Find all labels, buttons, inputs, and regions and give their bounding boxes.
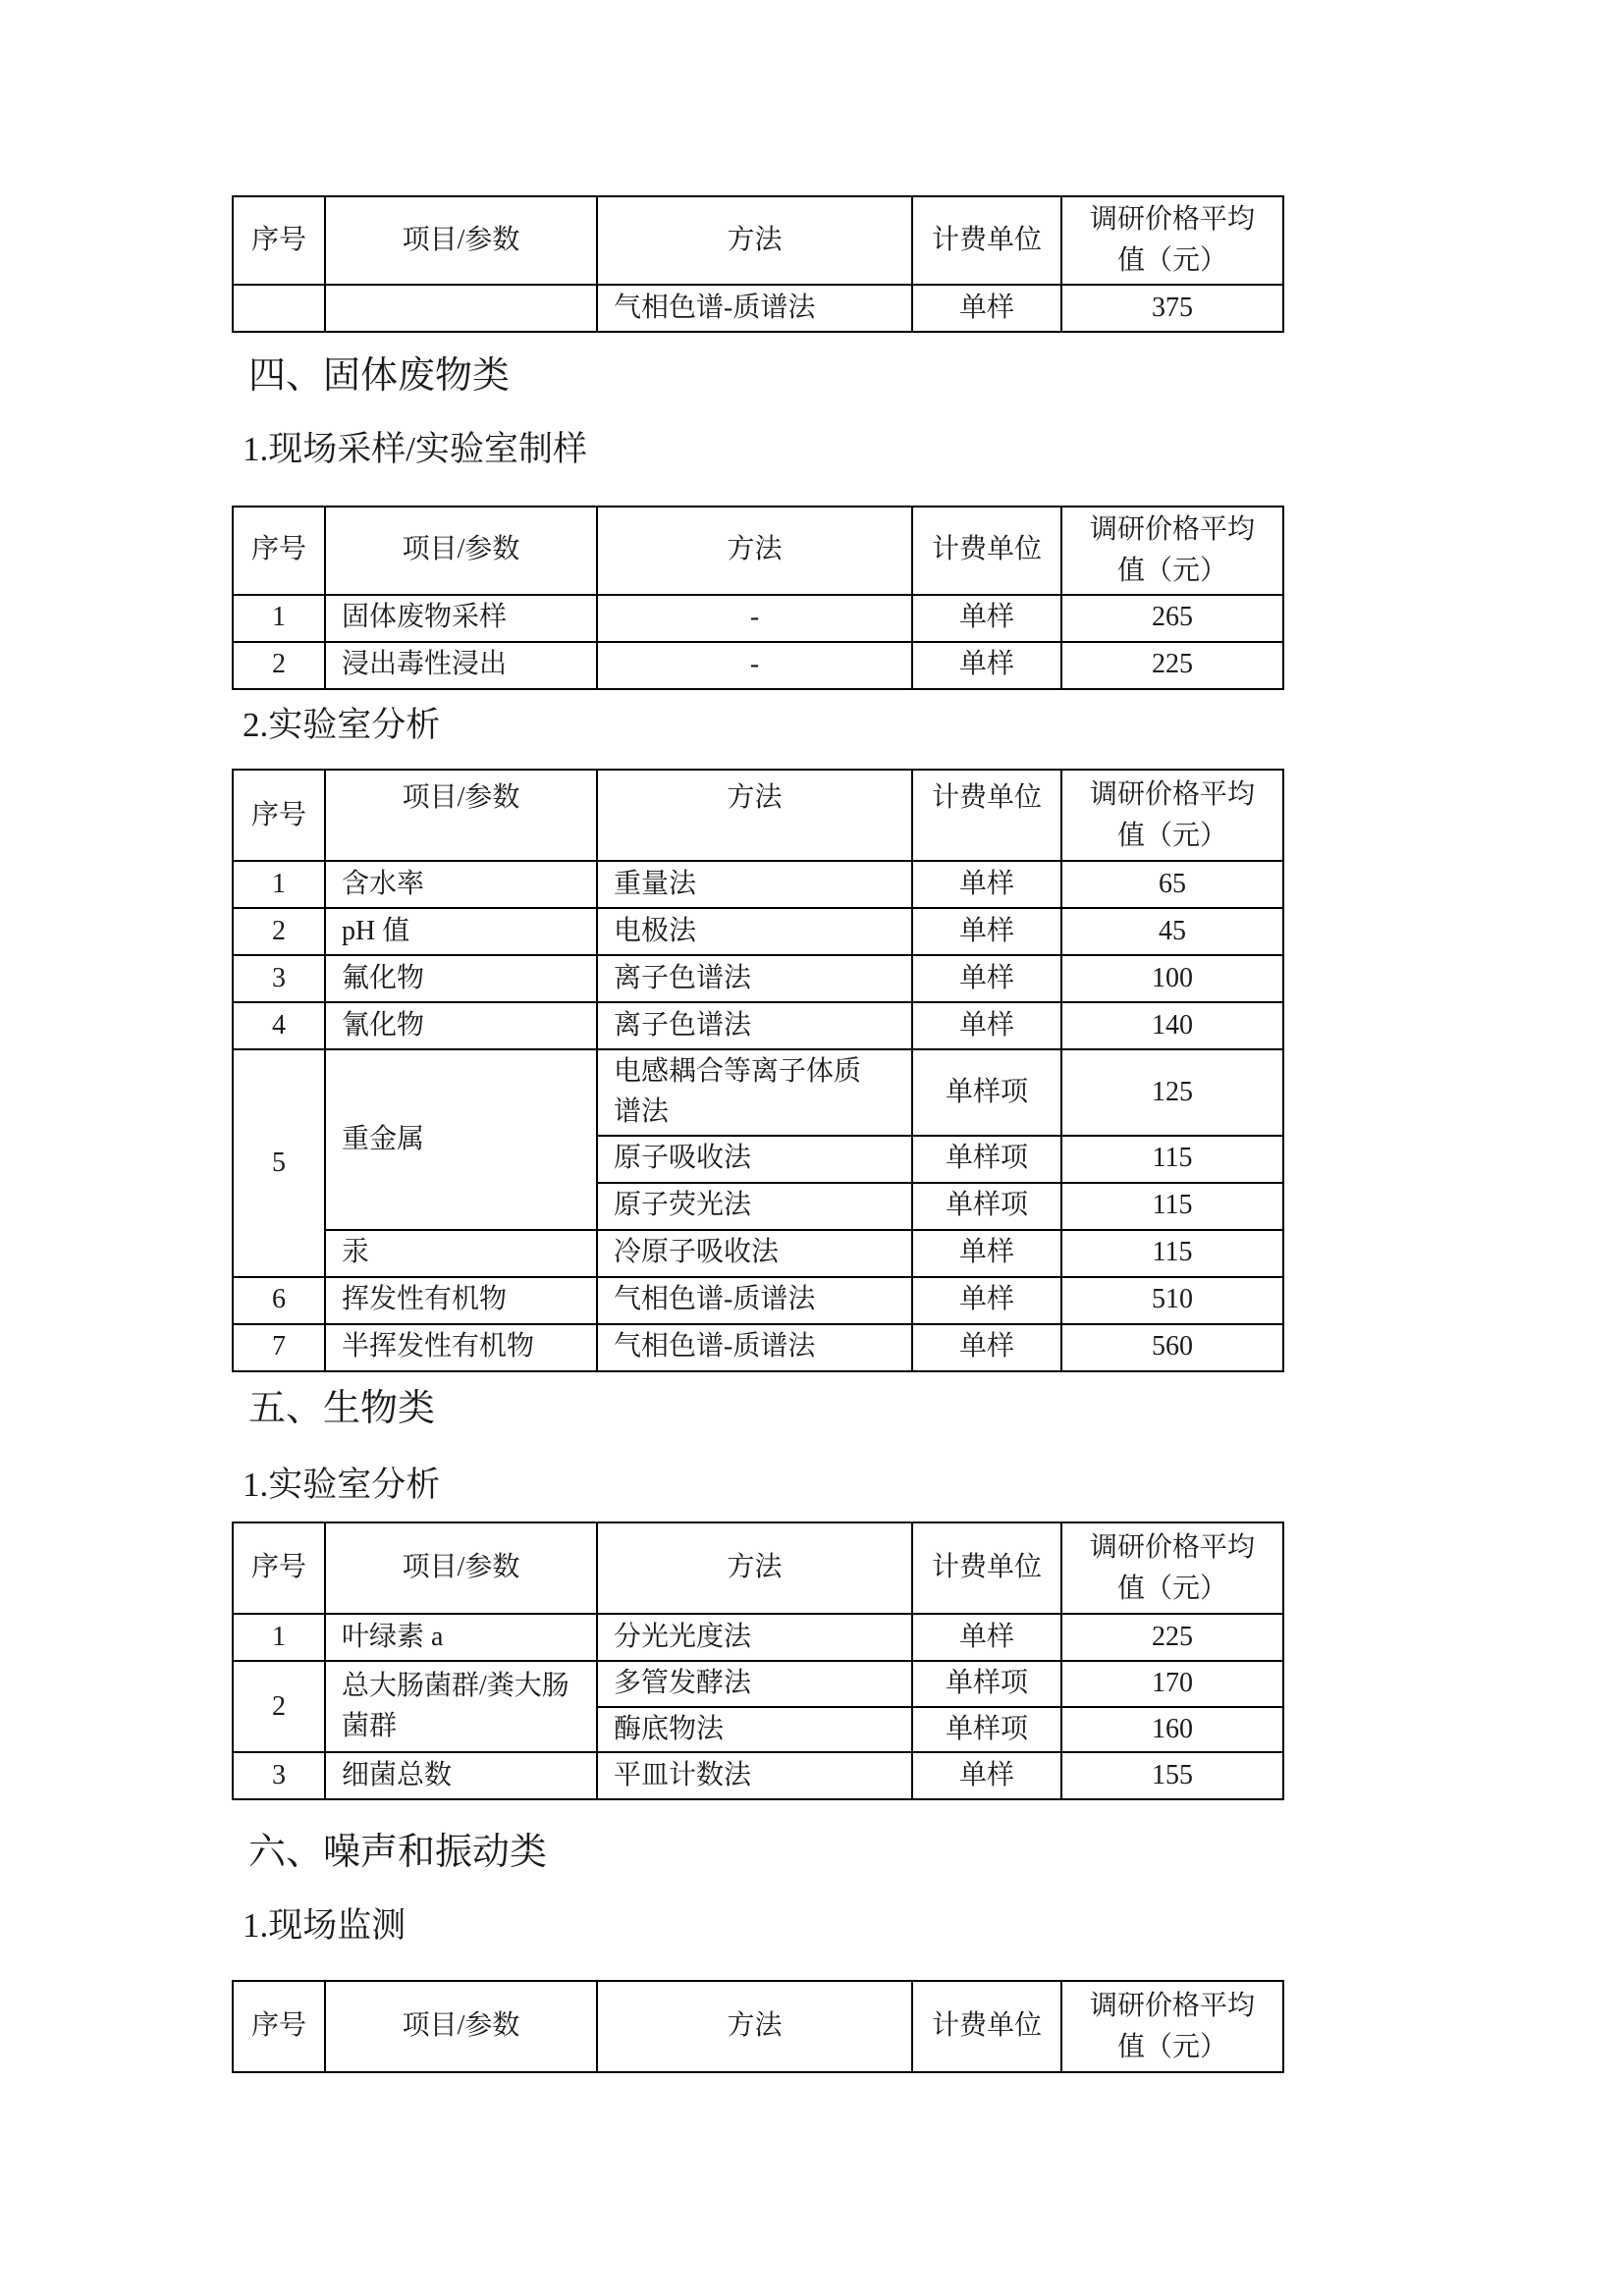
cell-unit: 单样 bbox=[912, 595, 1061, 642]
cell-method: 原子荧光法 bbox=[597, 1183, 912, 1230]
table-continuation bbox=[232, 195, 1284, 333]
cell-price: 115 bbox=[1061, 1230, 1283, 1277]
cell-unit: 单样项 bbox=[912, 1136, 1061, 1183]
param-text: 总大肠菌群/粪大肠菌群 bbox=[342, 1671, 569, 1741]
cell-method: 电极法 bbox=[597, 908, 912, 955]
header-cell-unit: 计费单位 bbox=[912, 196, 1061, 285]
cell-param: 细菌总数 bbox=[325, 1752, 597, 1799]
header-cell-method: 方法 bbox=[597, 770, 912, 861]
header-cell-price bbox=[1061, 1522, 1283, 1614]
cell-method: 气相色谱-质谱法 bbox=[597, 1324, 912, 1371]
cell-unit: 单样 bbox=[912, 1324, 1061, 1371]
cell-price: 125 bbox=[1061, 1049, 1283, 1135]
cell-method: 多管发酵法 bbox=[597, 1661, 912, 1707]
cell-method: 重量法 bbox=[597, 861, 912, 908]
cell-no: 1 bbox=[233, 595, 325, 642]
header-cell-unit: 计费单位 bbox=[912, 1981, 1061, 2072]
cell-param: 半挥发性有机物 bbox=[325, 1324, 597, 1371]
price-header-line2: 值（元） bbox=[1116, 1573, 1227, 1604]
price-header-line1: 调研价格平均 bbox=[1089, 1531, 1255, 1563]
cell-no: 1 bbox=[233, 861, 325, 908]
cell-price: 375 bbox=[1061, 285, 1283, 332]
cell-param: 氰化物 bbox=[325, 1002, 597, 1049]
cell-no: 3 bbox=[233, 1752, 325, 1799]
cell-unit: 单样 bbox=[912, 861, 1061, 908]
header-cell-no: 序号 bbox=[233, 1522, 325, 1614]
cell-method: 离子色谱法 bbox=[597, 1002, 912, 1049]
cell-param: 含水率 bbox=[325, 861, 597, 908]
sub-heading-lab-analysis-bio: 1.实验室分析 bbox=[243, 1466, 441, 1505]
cell-price: 115 bbox=[1061, 1183, 1283, 1230]
sub-heading-field-monitoring: 1.现场监测 bbox=[243, 1906, 406, 1946]
header-cell-param: 项目/参数 bbox=[325, 196, 597, 285]
table-noise-vibration-field bbox=[232, 1980, 1284, 2073]
cell-no-coliform: 2 bbox=[233, 1661, 325, 1752]
header-cell-unit: 计费单位 bbox=[912, 770, 1061, 861]
cell-param: 固体废物采样 bbox=[325, 595, 597, 642]
cell-no: 6 bbox=[233, 1277, 325, 1324]
cell-price: 155 bbox=[1061, 1752, 1283, 1799]
cell-method: 平皿计数法 bbox=[597, 1752, 912, 1799]
cell-unit: 单样 bbox=[912, 955, 1061, 1002]
price-header-line1: 调研价格平均 bbox=[1089, 1990, 1255, 2021]
header-cell-method: 方法 bbox=[597, 1522, 912, 1614]
cell-price: 265 bbox=[1061, 595, 1283, 642]
cell-unit: 单样项 bbox=[912, 1707, 1061, 1753]
cell-no: 7 bbox=[233, 1324, 325, 1371]
section-heading-solid-waste: 四、固体废物类 bbox=[248, 355, 511, 397]
cell-price: 100 bbox=[1061, 955, 1283, 1002]
cell-param-mercury: 汞 bbox=[325, 1230, 597, 1277]
cell-unit: 单样 bbox=[912, 1002, 1061, 1049]
header-cell-no: 序号 bbox=[233, 507, 325, 595]
cell-unit: 单样项 bbox=[912, 1661, 1061, 1707]
cell-no: 2 bbox=[233, 642, 325, 689]
method-text: 电感耦合等离子体质谱法 bbox=[614, 1056, 862, 1127]
cell-param bbox=[325, 285, 597, 332]
cell-param-coliform bbox=[325, 1661, 597, 1752]
cell-price: 225 bbox=[1061, 1614, 1283, 1661]
cell-param: 浸出毒性浸出 bbox=[325, 642, 597, 689]
header-cell-no: 序号 bbox=[233, 1981, 325, 2072]
cell-unit: 单样 bbox=[912, 1277, 1061, 1324]
header-cell-no: 序号 bbox=[233, 770, 325, 861]
price-header-line2: 值（元） bbox=[1116, 245, 1227, 276]
header-cell-price bbox=[1061, 196, 1283, 285]
cell-param: 叶绿素 a bbox=[325, 1614, 597, 1661]
price-header-line1: 调研价格平均 bbox=[1089, 513, 1255, 545]
cell-unit: 单样 bbox=[912, 1752, 1061, 1799]
price-header-line1: 调研价格平均 bbox=[1089, 778, 1255, 810]
header-cell-price bbox=[1061, 507, 1283, 595]
header-cell-param: 项目/参数 bbox=[325, 507, 597, 595]
cell-price: 560 bbox=[1061, 1324, 1283, 1371]
cell-price: 160 bbox=[1061, 1707, 1283, 1753]
price-header-line2: 值（元） bbox=[1116, 555, 1227, 586]
cell-method: 分光光度法 bbox=[597, 1614, 912, 1661]
cell-no: 1 bbox=[233, 1614, 325, 1661]
cell-price: 170 bbox=[1061, 1661, 1283, 1707]
cell-param: 氟化物 bbox=[325, 955, 597, 1002]
cell-unit: 单样项 bbox=[912, 1183, 1061, 1230]
header-cell-unit: 计费单位 bbox=[912, 507, 1061, 595]
cell-method bbox=[597, 1049, 912, 1135]
table-solid-waste-sampling bbox=[232, 506, 1284, 690]
cell-method: 离子色谱法 bbox=[597, 955, 912, 1002]
cell-param: 挥发性有机物 bbox=[325, 1277, 597, 1324]
cell-no: 3 bbox=[233, 955, 325, 1002]
cell-unit: 单样 bbox=[912, 285, 1061, 332]
header-cell-unit: 计费单位 bbox=[912, 1522, 1061, 1614]
cell-price: 45 bbox=[1061, 908, 1283, 955]
table-solid-waste-lab-analysis bbox=[232, 769, 1284, 1371]
cell-unit: 单样项 bbox=[912, 1049, 1061, 1135]
cell-unit: 单样 bbox=[912, 1230, 1061, 1277]
cell-method: 原子吸收法 bbox=[597, 1136, 912, 1183]
cell-no-heavy-metals: 5 bbox=[233, 1049, 325, 1276]
header-cell-method: 方法 bbox=[597, 1981, 912, 2072]
sub-heading-field-sampling: 1.现场采样/实验室制样 bbox=[243, 429, 587, 468]
cell-price: 225 bbox=[1061, 642, 1283, 689]
header-cell-param: 项目/参数 bbox=[325, 1522, 597, 1614]
cell-method: 酶底物法 bbox=[597, 1707, 912, 1753]
cell-unit: 单样 bbox=[912, 642, 1061, 689]
cell-unit: 单样 bbox=[912, 908, 1061, 955]
cell-no bbox=[233, 285, 325, 332]
header-cell-price bbox=[1061, 770, 1283, 861]
cell-price: 140 bbox=[1061, 1002, 1283, 1049]
cell-price: 65 bbox=[1061, 861, 1283, 908]
cell-method: - bbox=[597, 642, 912, 689]
sub-heading-lab-analysis-solid: 2.实验室分析 bbox=[243, 705, 441, 744]
header-cell-param: 项目/参数 bbox=[325, 1981, 597, 2072]
cell-no: 4 bbox=[233, 1002, 325, 1049]
cell-price: 510 bbox=[1061, 1277, 1283, 1324]
cell-param: pH 值 bbox=[325, 908, 597, 955]
cell-method: - bbox=[597, 595, 912, 642]
header-cell-method: 方法 bbox=[597, 196, 912, 285]
section-heading-biological: 五、生物类 bbox=[248, 1387, 436, 1429]
cell-param-heavy-metals: 重金属 bbox=[325, 1049, 597, 1229]
header-cell-param: 项目/参数 bbox=[325, 770, 597, 861]
price-header-line2: 值（元） bbox=[1116, 2031, 1227, 2062]
price-header-line1: 调研价格平均 bbox=[1089, 204, 1255, 235]
cell-price: 115 bbox=[1061, 1136, 1283, 1183]
cell-method: 冷原子吸收法 bbox=[597, 1230, 912, 1277]
section-heading-noise-vibration: 六、噪声和振动类 bbox=[248, 1832, 548, 1874]
header-cell-method: 方法 bbox=[597, 507, 912, 595]
cell-unit: 单样 bbox=[912, 1614, 1061, 1661]
price-header-line2: 值（元） bbox=[1116, 820, 1227, 851]
header-cell-price bbox=[1061, 1981, 1283, 2072]
cell-no: 2 bbox=[233, 908, 325, 955]
cell-method: 气相色谱-质谱法 bbox=[597, 285, 912, 332]
header-cell-no: 序号 bbox=[233, 196, 325, 285]
table-biological-lab-analysis bbox=[232, 1522, 1284, 1800]
cell-method: 气相色谱-质谱法 bbox=[597, 1277, 912, 1324]
